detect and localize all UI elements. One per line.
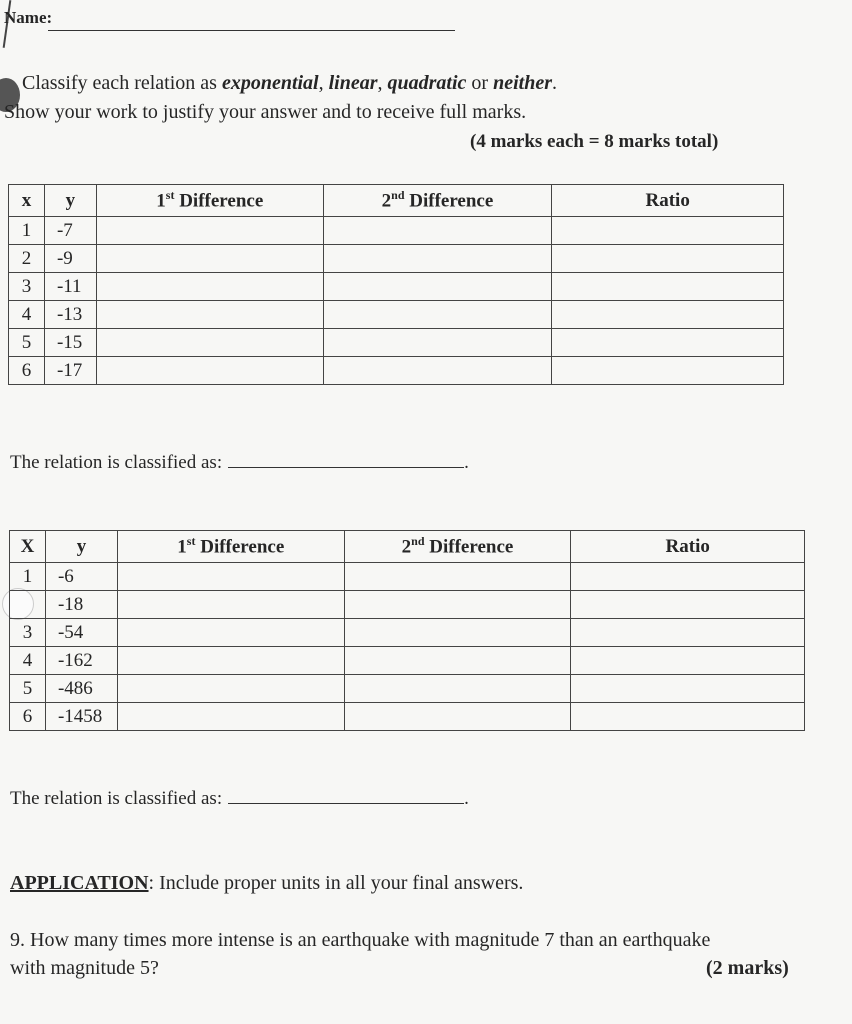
classification-line-1: The relation is classified as: . (10, 452, 469, 473)
table-row (10, 675, 805, 703)
name-label: Name: (4, 8, 53, 27)
cell-y: -9 (44, 245, 96, 273)
classification-answer-blank[interactable] (228, 789, 464, 804)
cell-2nd-diff[interactable] (344, 563, 571, 591)
marks-total: (4 marks each = 8 marks total) (470, 131, 719, 152)
header-1st-difference: 1st Difference (117, 531, 344, 563)
cell-ratio[interactable] (552, 273, 784, 301)
table-row (10, 647, 805, 675)
table-row (10, 619, 805, 647)
classification-line-2: The relation is classified as: . (10, 788, 469, 809)
table-row (10, 563, 805, 591)
cell-1st-diff[interactable] (96, 273, 323, 301)
header-x: x (9, 185, 45, 217)
cell-x: 5 (10, 675, 46, 703)
cell-x: 4 (9, 301, 45, 329)
cell-ratio[interactable] (571, 703, 805, 731)
cell-x: 3 (9, 273, 45, 301)
header-2nd-difference: 2nd Difference (344, 531, 571, 563)
instruction-line-1: Classify each relation as exponential, linear, quadratic or neither. (22, 72, 557, 94)
cell-y: -18 (45, 591, 117, 619)
cell-2nd-diff[interactable] (344, 619, 571, 647)
classification-answer-blank[interactable] (228, 453, 464, 468)
cell-x: 4 (10, 647, 46, 675)
cell-ratio[interactable] (571, 619, 805, 647)
cell-x: 6 (9, 357, 45, 385)
cell-y: -486 (45, 675, 117, 703)
header-1st-difference: 1st Difference (96, 185, 323, 217)
table-header-row (9, 185, 784, 217)
cell-ratio[interactable] (571, 591, 805, 619)
cell-2nd-diff[interactable] (323, 217, 552, 245)
question-9-marks: (2 marks) (706, 957, 789, 979)
cell-ratio[interactable] (552, 301, 784, 329)
table-header-row (10, 531, 805, 563)
cell-1st-diff[interactable] (96, 329, 323, 357)
cell-1st-diff[interactable] (117, 703, 344, 731)
cell-2nd-diff[interactable] (323, 357, 552, 385)
cell-2nd-diff[interactable] (323, 273, 552, 301)
cell-x: 3 (10, 619, 46, 647)
cell-2nd-diff[interactable] (323, 245, 552, 273)
cell-1st-diff[interactable] (117, 619, 344, 647)
cell-x: 1 (9, 217, 45, 245)
application-section-heading: APPLICATION: Include proper units in all your final answers. (10, 872, 524, 894)
cell-ratio[interactable] (571, 647, 805, 675)
table-row (9, 217, 784, 245)
cell-x: 1 (10, 563, 46, 591)
cell-1st-diff[interactable] (96, 357, 323, 385)
cell-x (10, 591, 46, 619)
cell-1st-diff[interactable] (96, 245, 323, 273)
cell-ratio[interactable] (552, 329, 784, 357)
cell-ratio[interactable] (571, 563, 805, 591)
cell-1st-diff[interactable] (117, 647, 344, 675)
cell-y: -13 (44, 301, 96, 329)
header-y: y (45, 531, 117, 563)
cell-1st-diff[interactable] (96, 301, 323, 329)
cell-y: -6 (45, 563, 117, 591)
cell-ratio[interactable] (571, 675, 805, 703)
cell-2nd-diff[interactable] (323, 301, 552, 329)
header-ratio: Ratio (552, 185, 784, 217)
cell-2nd-diff[interactable] (344, 675, 571, 703)
cell-x: 2 (9, 245, 45, 273)
cell-y: -1458 (45, 703, 117, 731)
cell-2nd-diff[interactable] (344, 703, 571, 731)
cell-2nd-diff[interactable] (344, 591, 571, 619)
table-row (9, 357, 784, 385)
cell-y: -15 (44, 329, 96, 357)
table-row (10, 591, 805, 619)
table-row (9, 329, 784, 357)
header-x: X (10, 531, 46, 563)
cell-ratio[interactable] (552, 245, 784, 273)
cell-x: 5 (9, 329, 45, 357)
header-y: y (44, 185, 96, 217)
cell-y: -17 (44, 357, 96, 385)
cell-1st-diff[interactable] (96, 217, 323, 245)
cell-1st-diff[interactable] (117, 563, 344, 591)
cell-x: 6 (10, 703, 46, 731)
cell-2nd-diff[interactable] (344, 647, 571, 675)
header-2nd-difference: 2nd Difference (323, 185, 552, 217)
header-ratio: Ratio (571, 531, 805, 563)
cell-ratio[interactable] (552, 357, 784, 385)
cell-y: -7 (44, 217, 96, 245)
table-row (9, 301, 784, 329)
relation-table-2 (9, 530, 805, 731)
name-blank-line[interactable] (48, 30, 455, 31)
table-row (10, 703, 805, 731)
table-row (9, 273, 784, 301)
cell-y: -11 (44, 273, 96, 301)
cell-ratio[interactable] (552, 217, 784, 245)
question-9-line-2: with magnitude 5? (10, 957, 159, 979)
table-row (9, 245, 784, 273)
question-9-line-1: 9. How many times more intense is an earthquake with magnitude 7 than an earthquake (10, 929, 711, 951)
cell-y: -54 (45, 619, 117, 647)
cell-1st-diff[interactable] (117, 675, 344, 703)
cell-1st-diff[interactable] (117, 591, 344, 619)
relation-table-1 (8, 184, 784, 385)
cell-y: -162 (45, 647, 117, 675)
instruction-line-2: Show your work to justify your answer and to receive full marks. (4, 101, 527, 123)
cell-2nd-diff[interactable] (323, 329, 552, 357)
